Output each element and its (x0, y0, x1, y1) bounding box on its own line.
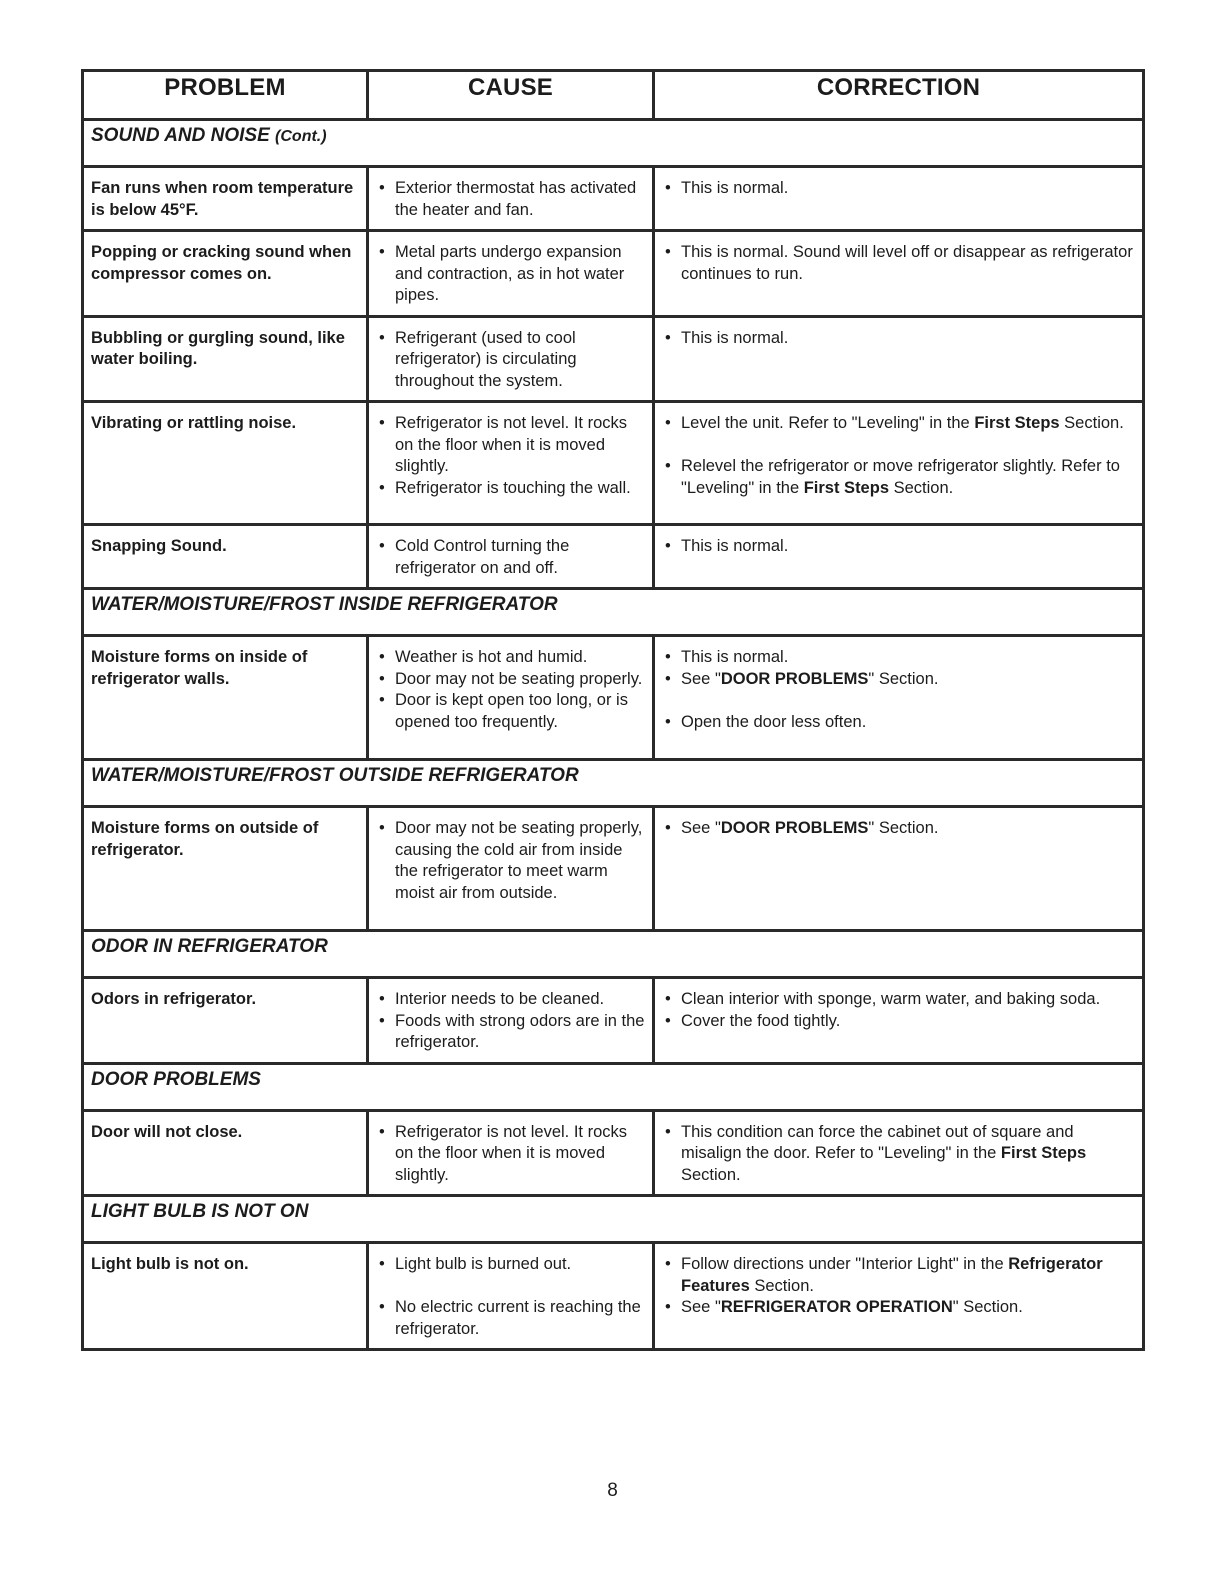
problem-cell: Bubbling or gurgling sound, like water boiling. (83, 316, 368, 402)
problem-cell: Moisture forms on inside of refrigerator walls. (83, 636, 368, 760)
correction-item (663, 456, 1136, 499)
correction-text: Section. (681, 1165, 741, 1184)
correction-cell (654, 167, 1144, 231)
cause-cell (368, 807, 654, 931)
correction-item: • Open the door less often. (663, 712, 1136, 734)
problem-cell: Light bulb is not on. (83, 1243, 368, 1350)
cause-item: • Door may not be seating properly, causing the cold air from inside the refrigerator to meet warm moist air from outside. (377, 818, 646, 904)
correction-cell (654, 978, 1144, 1064)
section-heading-sound (83, 120, 1144, 167)
cause-cell (368, 231, 654, 317)
section-row (83, 120, 1144, 167)
correction-text: Section. (749, 1276, 814, 1295)
section-heading-water-outside: WATER/MOISTURE/FROST OUTSIDE REFRIGERATOR (83, 760, 1144, 807)
cause-item: • Door is kept open too long, or is opened too frequently. (377, 690, 646, 733)
section-reference: Refrigerator Features (681, 1255, 1103, 1295)
correction-item (663, 818, 1136, 840)
section-heading-light: LIGHT BULB IS NOT ON (83, 1196, 1144, 1243)
cause-item: • No electric current is reaching the refrigerator. (377, 1297, 646, 1340)
correction-cell (654, 231, 1144, 317)
correction-cell (654, 1110, 1144, 1196)
header-correction: CORRECTION (654, 71, 1144, 120)
section-reference: First Steps (803, 478, 889, 497)
correction-cell (654, 402, 1144, 525)
cause-item: • Exterior thermostat has activated the heater and fan. (377, 178, 646, 221)
section-heading-water-inside: WATER/MOISTURE/FROST INSIDE REFRIGERATOR (83, 589, 1144, 636)
correction-item (663, 669, 1136, 691)
cause-cell (368, 978, 654, 1064)
table-row (83, 1243, 1144, 1350)
section-title: SOUND AND NOISE (91, 125, 270, 146)
cause-cell (368, 316, 654, 402)
section-reference: First Steps (974, 414, 1060, 432)
cause-item: • Metal parts undergo expansion and contraction, as in hot water pipes. (377, 242, 646, 307)
table-row (83, 525, 1144, 589)
correction-text: See " (681, 669, 721, 688)
cause-item: • Foods with strong odors are in the refrigerator. (377, 1011, 646, 1054)
cause-item: • Interior needs to be cleaned. (377, 989, 646, 1011)
cause-item: • Weather is hot and humid. (377, 647, 646, 669)
section-row (83, 931, 1144, 978)
correction-text: Relevel the refrigerator or move refrigerator slightly. Refer to "Leveling" in the (681, 457, 1120, 497)
correction-item: • This is normal. (663, 178, 1136, 200)
cause-cell (368, 636, 654, 760)
problem-cell: Vibrating or rattling noise. (83, 402, 368, 525)
correction-item: • This is normal. Sound will level off or disappear as refrigerator continues to run. (663, 242, 1136, 285)
section-heading-door: DOOR PROBLEMS (83, 1063, 1144, 1110)
header-problem: PROBLEM (83, 71, 368, 120)
cause-item: • Refrigerator is not level. It rocks on the floor when it is moved slightly. (377, 413, 646, 478)
troubleshooting-table (81, 69, 1145, 1351)
table-row (83, 636, 1144, 760)
correction-text: Section. (889, 478, 954, 497)
section-reference: DOOR PROBLEMS (720, 669, 869, 688)
cause-item: • Refrigerator is not level. It rocks on the floor when it is moved slightly. (377, 1122, 646, 1187)
correction-cell (654, 807, 1144, 931)
table-header-row (83, 71, 1144, 120)
cause-item: • Light bulb is burned out. (377, 1254, 646, 1276)
correction-cell (654, 636, 1144, 760)
section-reference: First Steps (1000, 1144, 1087, 1162)
correction-text: " Section. (868, 819, 939, 837)
cause-item: • Refrigerator is touching the wall. (377, 478, 646, 500)
cause-cell (368, 525, 654, 589)
section-row (83, 1063, 1144, 1110)
correction-text: Section. (1059, 414, 1124, 432)
correction-text: " Section. (952, 1298, 1023, 1316)
problem-cell: Fan runs when room temperature is below 45°F. (83, 167, 368, 231)
correction-text: Level the unit. Refer to "Leveling" in the (681, 414, 975, 432)
section-heading-odor: ODOR IN REFRIGERATOR (83, 931, 1144, 978)
section-row (83, 1196, 1144, 1243)
table-row (83, 1110, 1144, 1196)
correction-item (663, 1254, 1136, 1297)
correction-item (663, 1297, 1136, 1319)
correction-cell (654, 525, 1144, 589)
correction-item (663, 1122, 1136, 1187)
page-number: 8 (607, 1480, 618, 1501)
correction-text: Follow directions under "Interior Light" in the (681, 1255, 1009, 1273)
problem-cell: Moisture forms on outside of refrigerator. (83, 807, 368, 931)
correction-cell (654, 316, 1144, 402)
table-row (83, 978, 1144, 1064)
problem-cell: Snapping Sound. (83, 525, 368, 589)
problem-cell: Popping or cracking sound when compressor comes on. (83, 231, 368, 317)
table-row (83, 807, 1144, 931)
problem-cell: Odors in refrigerator. (83, 978, 368, 1064)
header-cause: CAUSE (368, 71, 654, 120)
section-reference: REFRIGERATOR OPERATION (720, 1298, 953, 1316)
cause-item: • Door may not be seating properly. (377, 669, 646, 691)
cause-cell (368, 167, 654, 231)
cause-item: • Refrigerant (used to cool refrigerator) is circulating throughout the system. (377, 328, 646, 393)
cause-cell (368, 1243, 654, 1350)
cause-cell (368, 1110, 654, 1196)
correction-text: See " (681, 819, 721, 837)
correction-item: • Cover the food tightly. (663, 1011, 1136, 1033)
correction-item: • Clean interior with sponge, warm water, and baking soda. (663, 989, 1136, 1011)
cause-cell (368, 402, 654, 525)
correction-text: This condition can force the cabinet out of square and misalign the door. Refer to "Leveling" in the (681, 1122, 1074, 1162)
correction-item: • This is normal. (663, 328, 1136, 350)
section-reference: DOOR PROBLEMS (720, 819, 869, 837)
table-row (83, 167, 1144, 231)
correction-item: • This is normal. (663, 647, 1136, 669)
correction-text: " Section. (868, 669, 939, 688)
table-row (83, 231, 1144, 317)
correction-item: • This is normal. (663, 536, 1136, 558)
correction-item (663, 413, 1136, 435)
table-row (83, 402, 1144, 525)
correction-text: See " (681, 1298, 721, 1316)
section-row (83, 589, 1144, 636)
table-row (83, 316, 1144, 402)
cause-item: • Cold Control turning the refrigerator on and off. (377, 536, 646, 579)
problem-cell: Door will not close. (83, 1110, 368, 1196)
correction-cell (654, 1243, 1144, 1350)
section-row (83, 760, 1144, 807)
section-suffix: (Cont.) (275, 128, 327, 145)
